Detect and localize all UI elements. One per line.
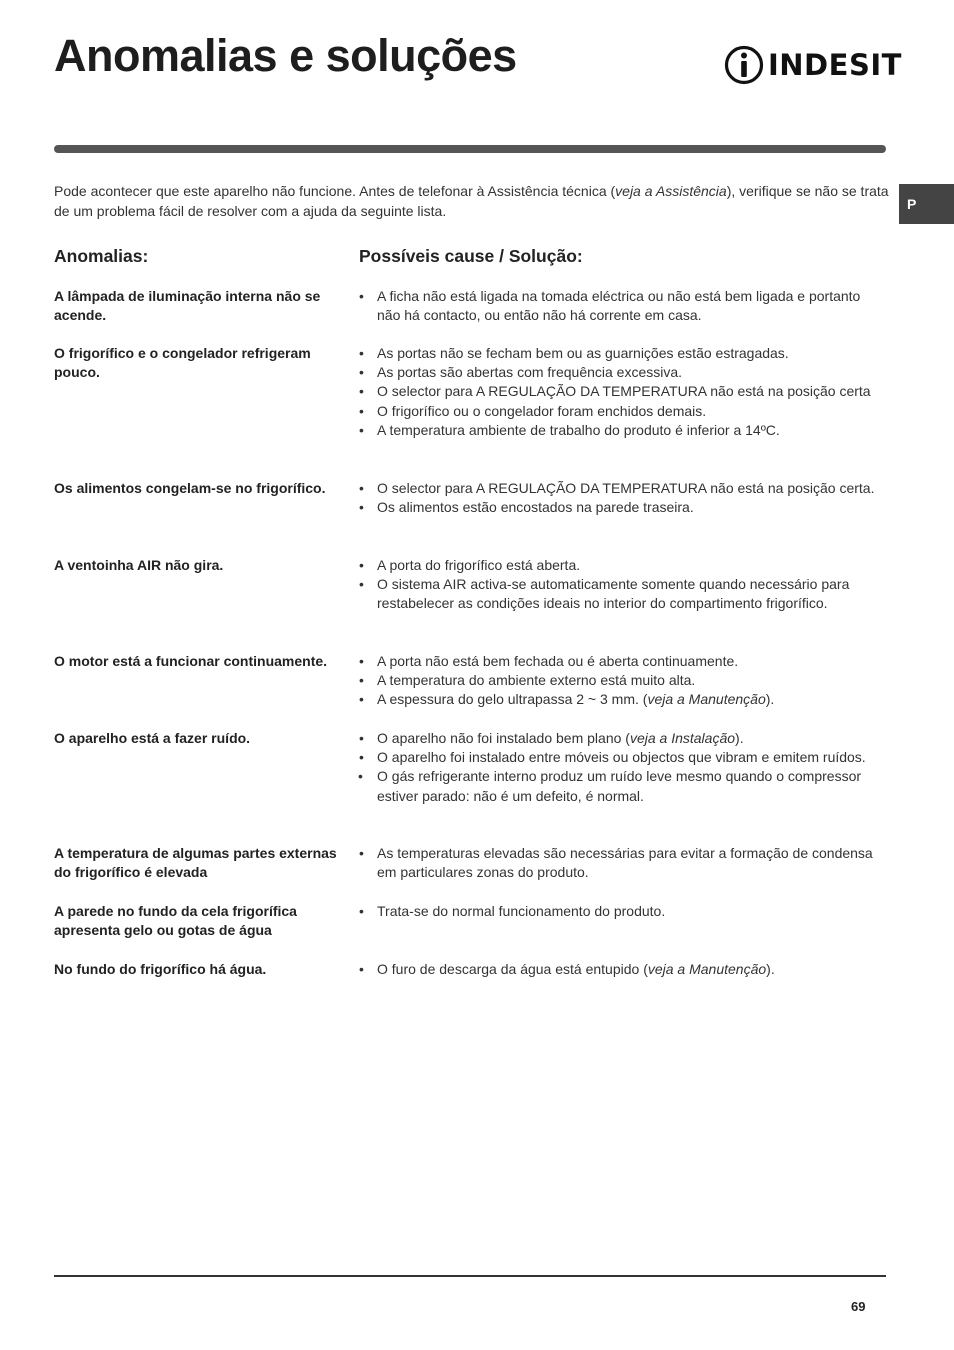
cause-item bbox=[359, 729, 887, 748]
cause-list bbox=[359, 287, 887, 325]
cause-item bbox=[359, 748, 887, 767]
cause-text: O frigorífico ou o congelador foram enchidos demais. bbox=[377, 402, 707, 419]
cause-text: O aparelho não foi instalado bem plano ( bbox=[377, 730, 630, 746]
anomaly-title: O aparelho está a fazer ruído. bbox=[54, 730, 251, 746]
footer-divider bbox=[54, 1275, 886, 1277]
cause-item bbox=[359, 767, 887, 805]
cause-text: O selector para A REGULAÇÃO DA TEMPERATURA não está na posição certa bbox=[377, 383, 871, 400]
cause-text: A porta do frigorífico está aberta. bbox=[377, 557, 581, 573]
bullet-icon: • bbox=[359, 480, 364, 496]
cause-text-after: ). bbox=[735, 730, 744, 746]
bullet-icon: • bbox=[359, 749, 364, 766]
bullet-icon: • bbox=[359, 903, 364, 919]
causes-heading: Possíveis cause / Solução: bbox=[359, 246, 583, 266]
cause-item bbox=[359, 287, 887, 325]
cause-list bbox=[359, 902, 887, 921]
cause-item bbox=[359, 690, 887, 709]
bullet-icon: • bbox=[359, 421, 364, 438]
cause-item bbox=[359, 960, 887, 979]
anomaly-title: Os alimentos congelam-se no frigorífico. bbox=[54, 480, 326, 496]
cause-text: A ficha não está ligada na tomada eléctrica ou não está bem ligada e portanto não há contacto, ou então não há corrente em casa. bbox=[377, 288, 861, 324]
anomaly-title: A temperatura de algumas partes externas do frigorífico é elevada bbox=[54, 845, 337, 880]
cause-list bbox=[359, 729, 887, 806]
cause-text-after: ). bbox=[766, 961, 775, 977]
cause-text: O gás refrigerante interno produz um ruído leve mesmo quando o compressor estiver parado: não é um defeito, é normal. bbox=[377, 768, 862, 804]
cause-list bbox=[359, 652, 887, 710]
cause-item bbox=[359, 479, 887, 498]
bullet-icon: • bbox=[359, 653, 364, 669]
bullet-icon: • bbox=[359, 730, 364, 746]
cause-text: Os alimentos estão encostados na parede traseira. bbox=[377, 499, 694, 516]
cause-item bbox=[359, 382, 887, 401]
bullet-icon: • bbox=[359, 364, 364, 381]
cause-text: O aparelho foi instalado entre móveis ou objectos que vibram e emitem ruídos. bbox=[377, 749, 866, 766]
bullet-icon: • bbox=[359, 402, 364, 419]
language-tab bbox=[899, 184, 954, 224]
cause-text: A espessura do gelo ultrapassa 2 ~ 3 mm. ( bbox=[377, 691, 648, 708]
anomaly-title: A ventoinha AIR não gira. bbox=[54, 557, 224, 573]
cause-text: As portas são abertas com frequência excessiva. bbox=[377, 364, 683, 381]
cause-item bbox=[359, 575, 887, 613]
cause-text: O furo de descarga da água está entupido ( bbox=[377, 961, 648, 977]
bullet-icon: • bbox=[359, 557, 364, 573]
bullet-icon: • bbox=[359, 288, 364, 304]
bullet-icon: • bbox=[359, 845, 364, 861]
brand-name: INDESIT bbox=[768, 48, 902, 82]
language-tab-label: P bbox=[907, 196, 917, 212]
cause-text: A temperatura ambiente de trabalho do produto é inferior a 14ºC. bbox=[377, 421, 780, 438]
cause-item bbox=[359, 363, 887, 382]
page-number: 69 bbox=[851, 1299, 866, 1314]
brand-logo bbox=[724, 44, 902, 86]
intro-text-before: Pode acontecer que este aparelho não funcione. Antes de telefonar à Assistência técnica ( bbox=[54, 183, 616, 199]
cause-text-after: ). bbox=[765, 691, 775, 708]
anomaly-title: A parede no fundo da cela frigorífica apresenta gelo ou gotas de água bbox=[54, 903, 297, 938]
cause-text: O sistema AIR activa-se automaticamente somente quando necessário para restabelecer as condições ideais no interior do compartimento frigorífico. bbox=[377, 576, 850, 612]
anomalies-heading: Anomalias: bbox=[54, 246, 149, 266]
cause-item bbox=[359, 652, 887, 671]
cause-item bbox=[359, 902, 887, 921]
cause-item bbox=[359, 344, 887, 363]
cause-item bbox=[359, 421, 887, 440]
cause-item bbox=[359, 671, 887, 690]
bullet-icon: • bbox=[359, 383, 364, 400]
intro-text-after: ), verifique se não se trata de um problema fácil de resolver com a ajuda da seguinte lista. bbox=[54, 183, 889, 219]
intro-reference: veja a Assistência bbox=[615, 183, 727, 199]
bullet-icon: • bbox=[359, 672, 364, 689]
anomaly-title: A lâmpada de iluminação interna não se acende. bbox=[54, 288, 321, 323]
cause-text: A temperatura do ambiente externo está muito alta. bbox=[377, 672, 696, 689]
cause-item bbox=[359, 498, 887, 517]
cause-reference: veja a Manutenção bbox=[647, 691, 766, 708]
bullet-icon: • bbox=[359, 345, 364, 361]
cause-item bbox=[359, 402, 887, 421]
cause-list bbox=[359, 556, 887, 614]
cause-text: O selector para A REGULAÇÃO DA TEMPERATURA não está na posição certa. bbox=[377, 480, 875, 496]
intro-paragraph bbox=[54, 181, 889, 221]
cause-reference: veja a Manutenção bbox=[647, 961, 767, 977]
cause-text: A porta não está bem fechada ou é aberta continuamente. bbox=[377, 653, 739, 669]
bullet-icon: • bbox=[359, 499, 364, 516]
cause-item bbox=[359, 556, 887, 575]
cause-text: Trata-se do normal funcionamento do produto. bbox=[377, 903, 666, 919]
bullet-icon: • bbox=[359, 961, 364, 977]
cause-text: As portas não se fecham bem ou as guarnições estão estragadas. bbox=[377, 345, 789, 361]
bullet-icon: • bbox=[359, 691, 364, 708]
cause-list bbox=[359, 479, 887, 517]
cause-item bbox=[359, 844, 887, 882]
cause-text: As temperaturas elevadas são necessárias para evitar a formação de condensa em particulares zonas do produto. bbox=[377, 845, 873, 881]
indesit-logo-icon bbox=[724, 44, 764, 86]
cause-list bbox=[359, 960, 887, 979]
header-divider bbox=[54, 145, 886, 153]
anomaly-title: O motor está a funcionar continuamente. bbox=[54, 653, 328, 669]
bullet-icon: • bbox=[358, 768, 363, 785]
anomaly-title: O frigorífico e o congelador refrigeram pouco. bbox=[54, 345, 311, 380]
anomaly-title: No fundo do frigorífico há água. bbox=[54, 961, 267, 977]
cause-reference: veja a Instalação bbox=[629, 730, 736, 746]
cause-list bbox=[359, 844, 887, 882]
cause-list bbox=[359, 344, 887, 440]
page-title: Anomalias e soluções bbox=[54, 30, 517, 81]
bullet-icon: • bbox=[359, 576, 364, 593]
